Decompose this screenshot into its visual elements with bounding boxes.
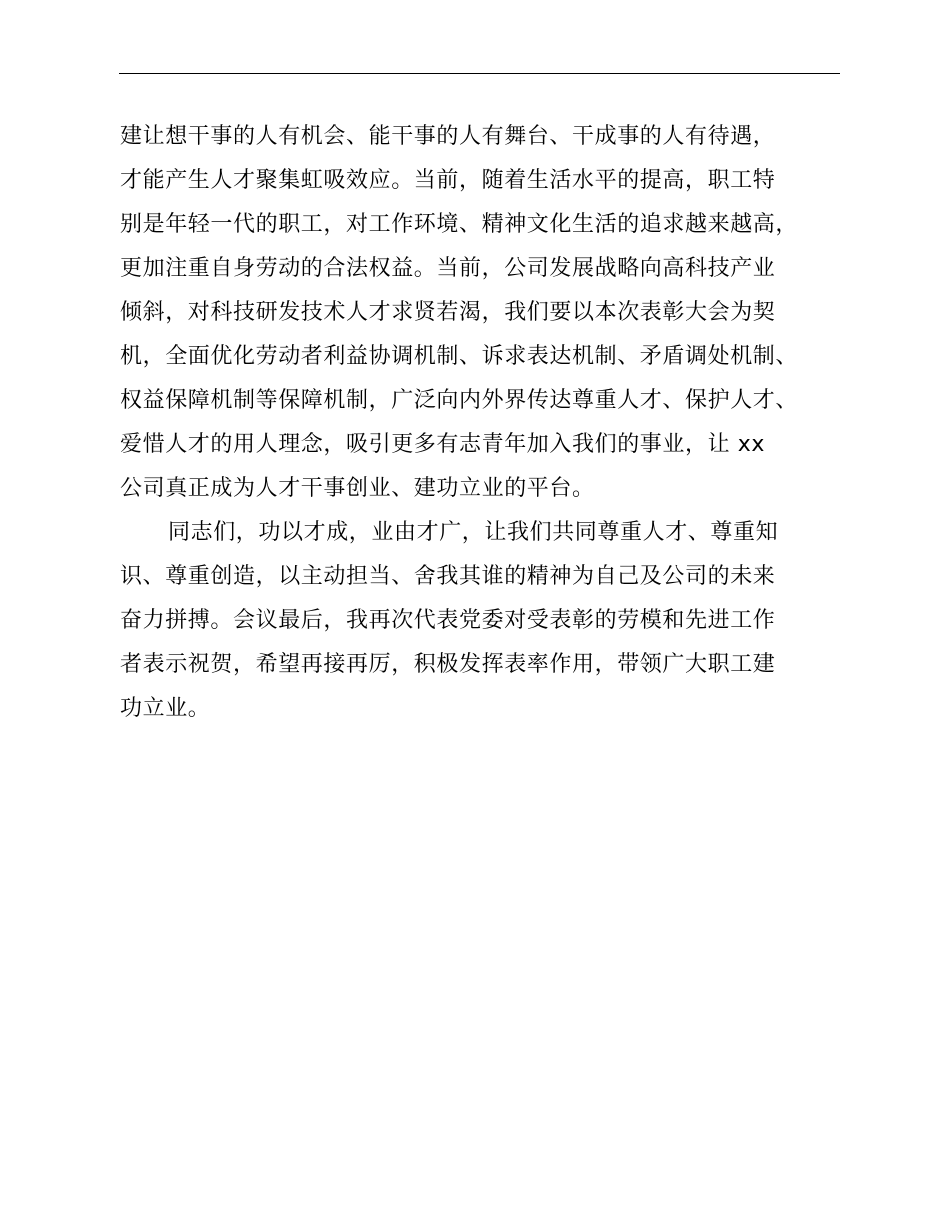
text-line: 公司真正成为人才干事创业、建功立业的平台。 — [120, 476, 595, 501]
header-rule — [119, 73, 840, 74]
text-line: 者表示祝贺，希望再接再厉，积极发挥表率作用，带领广大职工建 — [120, 652, 776, 677]
text-line: 建让想干事的人有机会、能干事的人有舞台、干成事的人有待遇， — [120, 124, 776, 149]
text-line: 奋力拼搏。会议最后，我再次代表党委对受表彰的劳模和先进工作 — [120, 608, 776, 633]
text-line: 识、尊重创造，以主动担当、舍我其谁的精神为自己及公司的未来 — [120, 564, 776, 589]
text-line: 权益保障机制等保障机制，广泛向内外界传达尊重人才、保护人才、 — [120, 388, 799, 413]
text-line: 更加注重自身劳动的合法权益。当前，公司发展战略向高科技产业 — [120, 256, 776, 281]
document-body — [120, 115, 880, 731]
paragraph-start-line: 同志们，功以才成，业由才广，让我们共同尊重人才、尊重知 — [168, 520, 779, 545]
text-line: 爱惜人才的用人理念，吸引更多有志青年加入我们的事业，让 xx — [120, 432, 766, 457]
text-line: 才能产生人才聚集虹吸效应。当前，随着生活水平的提高，职工特 — [120, 168, 776, 193]
text-line: 别是年轻一代的职工，对工作环境、精神文化生活的追求越来越高， — [120, 212, 799, 237]
text-line: 功立业。 — [120, 696, 211, 721]
text-line: 倾斜，对科技研发技术人才求贤若渴，我们要以本次表彰大会为契 — [120, 300, 776, 325]
text-line: 机，全面优化劳动者利益协调机制、诉求表达机制、矛盾调处机制、 — [120, 344, 799, 369]
